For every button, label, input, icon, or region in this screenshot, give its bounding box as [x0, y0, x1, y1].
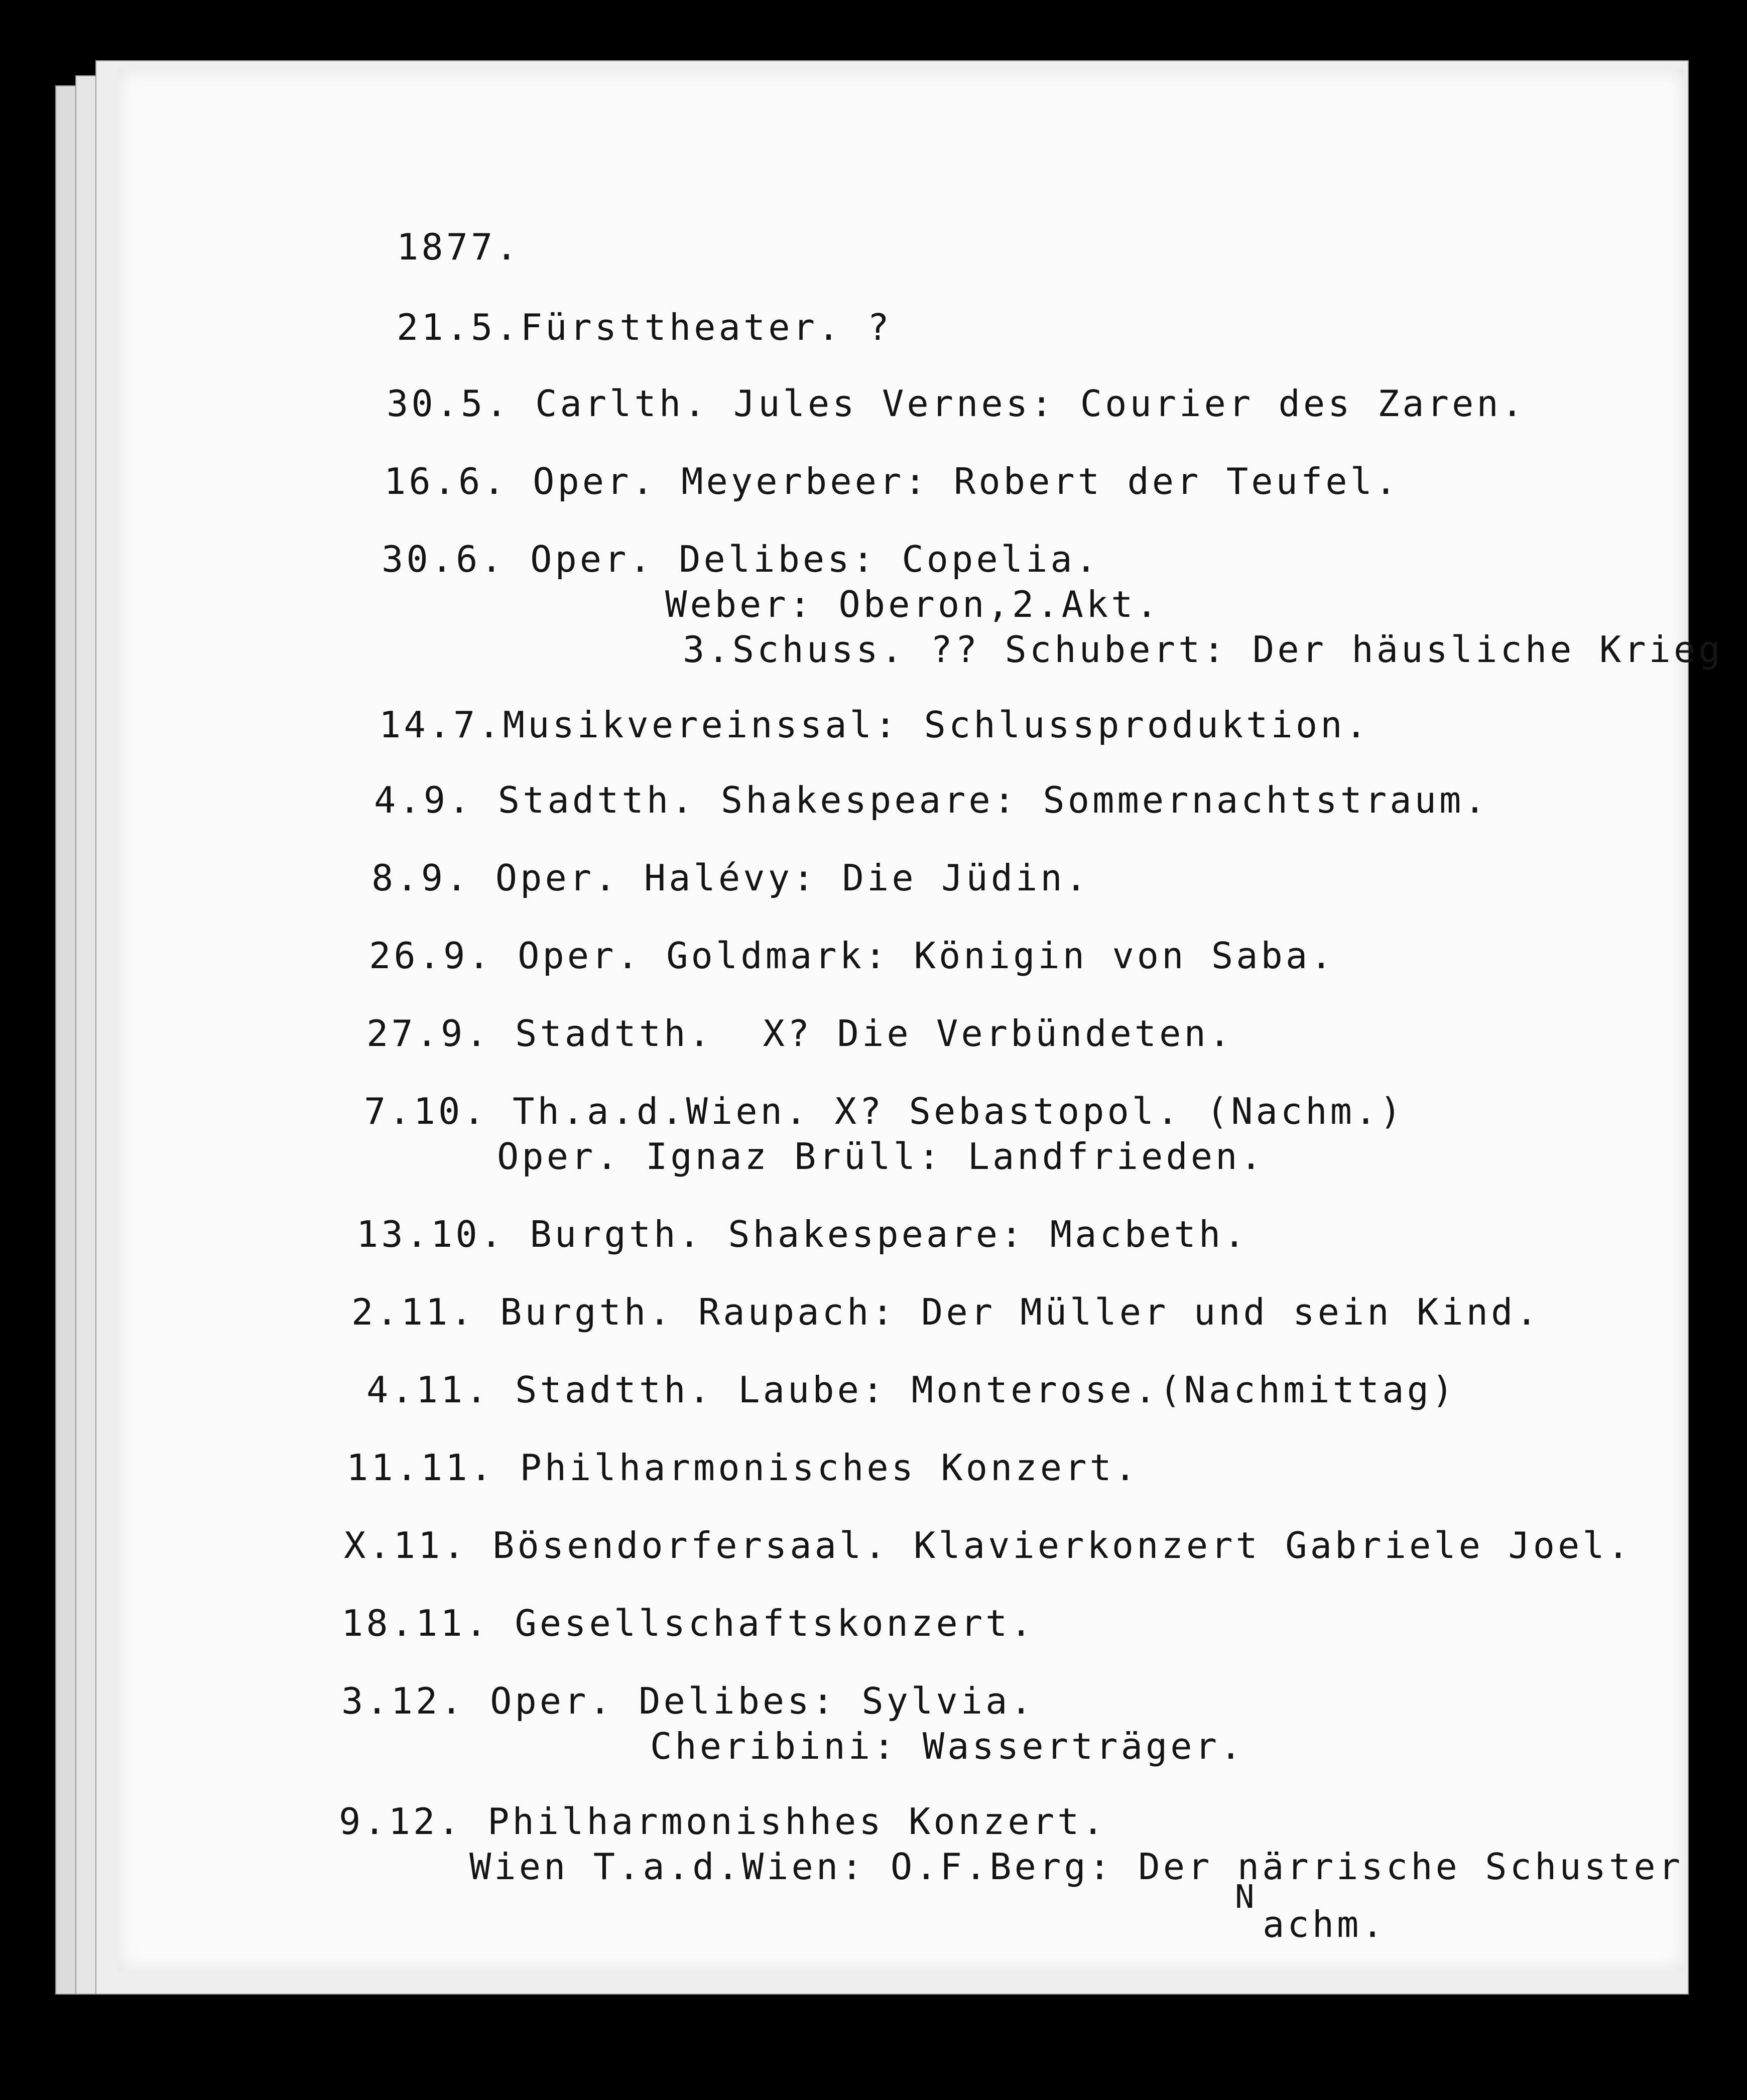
entry-line: 26.9. Oper. Goldmark: Königin von Saba. [369, 935, 1335, 977]
entry-line: Wien T.a.d.Wien: O.F.Berg: Der närrische Schuster [469, 1846, 1684, 1888]
entry-line: 14.7.Musikvereinssal: Schlussproduktion. [379, 704, 1370, 746]
entry-line: 2.11. Burgth. Raupach: Der Müller und sein Kind. [351, 1291, 1541, 1333]
entry-line: 27.9. Stadtth. X? Die Verbündeten. [366, 1012, 1234, 1055]
entry-line: Oper. Ignaz Brüll: Landfrieden. [497, 1135, 1265, 1177]
typewritten-page [118, 69, 1723, 1972]
entry-line: 4.9. Stadtth. Shakespeare: Sommernachtstraum. [374, 779, 1489, 821]
entry-line: X.11. Bösendorfersaal. Klavierkonzert Gabriele Joel. [344, 1524, 1633, 1566]
entry-line: 16.6. Oper. Meyerbeer: Robert der Teufel. [384, 460, 1400, 502]
entry-line: 8.9. Oper. Halévy: Die Jüdin. [371, 857, 1090, 899]
entry-line: Cheribini: Wasserträger. [650, 1725, 1245, 1767]
entry-line: 30.5. Carlth. Jules Vernes: Courier des Zaren. [387, 382, 1527, 425]
entry-line: 9.12. Philharmonishhes Konzert. [339, 1800, 1107, 1843]
entry-line: 21.5.Fürsttheater. ? [397, 306, 892, 348]
entry-line: 18.11. Gesellschaftskonzert. [341, 1602, 1035, 1644]
entry-line: 30.6. Oper. Delibes: Copelia. [382, 538, 1100, 580]
entry-line: Weber: Oberon,2.Akt. [665, 583, 1161, 625]
entry-line: 11.11. Philharmonisches Konzert. [346, 1447, 1140, 1489]
entry-line: 7.10. Th.a.d.Wien. X? Sebastopol. (Nachm.) [364, 1090, 1405, 1132]
entry-line: 3.12. Oper. Delibes: Sylvia. [341, 1680, 1035, 1722]
handwritten-superscript: N [1235, 1879, 1255, 1916]
year-heading: 1877. [397, 226, 521, 268]
entry-line: achm. [1263, 1903, 1387, 1945]
entry-line: 3.Schuss. ?? Schubert: Der häusliche Krieg [683, 628, 1723, 671]
entry-line: 4.11. Stadtth. Laube: Monterose.(Nachmittag) [366, 1369, 1457, 1411]
entry-line: 13.10. Burgth. Shakespeare: Macbeth. [356, 1213, 1249, 1255]
